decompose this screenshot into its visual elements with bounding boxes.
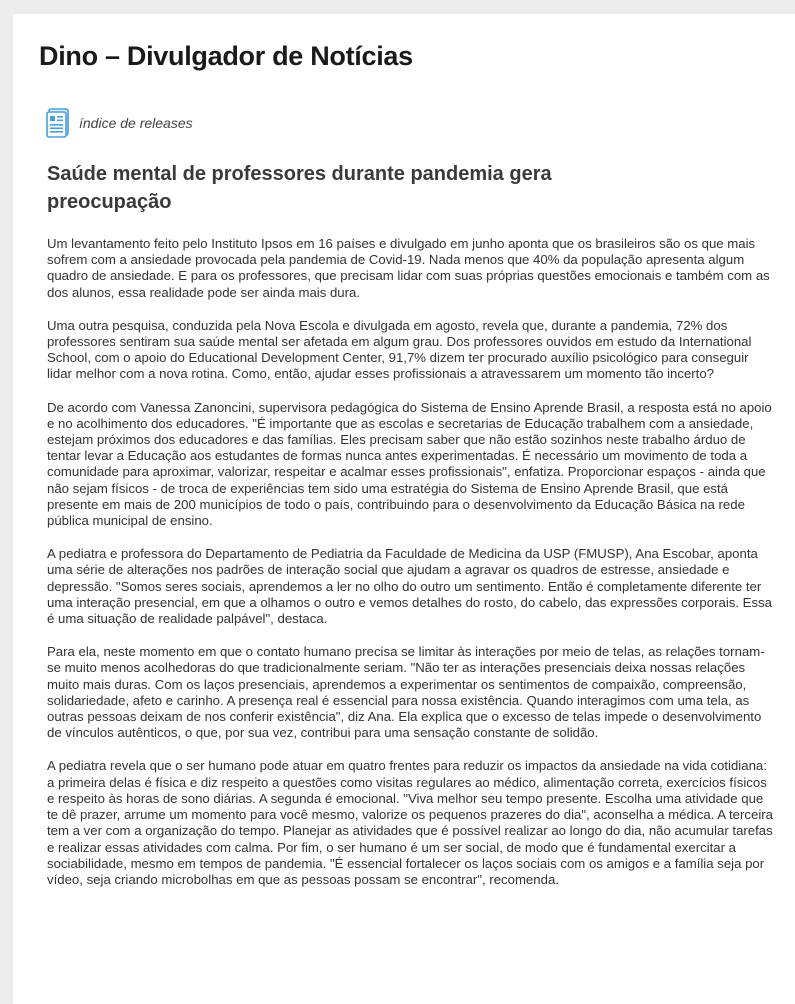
- releases-index-link[interactable]: [46, 108, 193, 138]
- article-paragraph: Uma outra pesquisa, conduzida pela Nova Escola e divulgada em agosto, revela que, durante a pandemia, 72% dos professores sentiram sua saúde mental ser afetada em algum grau. Dos professores ouvidos em estudo da International School, com o apoio do Educational Development Center, 91,7% dizem ter procurado auxílio psicológico para conseguir lidar melhor com a nova rotina. Como, então, ajudar esses profissionais a atravessarem um momento tão incerto?: [47, 317, 752, 382]
- document-list-icon: [46, 108, 70, 138]
- article-paragraph: A pediatra e professora do Departamento de Pediatria da Faculdade de Medicina da USP (FMUSP), Ana Escobar, aponta uma série de alterações nos padrões de interação social que ajudam a agravar os quadros de estresse, ansiedade e depressão. "Somos seres sociais, aprendemos a ler no olho do outro um sentimento. Então é completamente diferente ter uma interação presencial, em que a olhamos o outro e vemos detalhes do rosto, do cabelo, das expressões corporais. Essa é uma situação de realidade palpável", destaca.: [47, 546, 772, 627]
- article-paragraph: A pediatra revela que o ser humano pode atuar em quatro frentes para reduzir os impactos da ansiedade na vida cotidiana: a primeira delas é física e diz respeito a questões como visitas regulares ao médico, alimentação correta, exercícios físicos e respeito às horas de sono diárias. A segunda é emocional. "Viva melhor seu tempo presente. Escolha uma atividade que te dê prazer, arrume um momento para você mesmo, valorize os pequenos prazeres do dia", aconselha a médica. A terceira tem a ver com a organização do tempo. Planejar as atividades que é possível realizar ao longo do dia, não acumular tarefas e realizar essas atividades com calma. Por fim, o ser humano é um ser social, de modo que é fundamental exercitar a sociabilidade, mesmo em tempos de pandemia. "É essencial fortalecer os laços sociais com os amigos e a família seja por vídeo, seja criando microbolhas em que as pessoas possam se encontrar", recomenda.: [47, 758, 773, 887]
- releases-index-label: índice de releases: [79, 115, 193, 131]
- content-card: [13, 14, 795, 1004]
- article-title: Saúde mental de professores durante pandemia gera preocupação: [47, 163, 552, 213]
- article-paragraph: De acordo com Vanessa Zanoncini, supervisora pedagógica do Sistema de Ensino Aprende Brasil, a resposta está no apoio e no acolhimento dos educadores. "É importante que as escolas e secretarias de Educação trabalhem com a ansiedade, estejam próximos dos educadores e das famílias. Eles precisam saber que não estão sozinhos neste trabalho árduo de tentar levar a Educação aos estudantes de formas nunca antes experimentadas. É necessário um movimento de toda a comunidade para aproximar, valorizar, respeitar e acalmar esses profissionais", enfatiza. Proporcionar espaços - ainda que não sejam físicos - de troca de experiências tem sido uma estratégia do Sistema de Ensino Aprende Brasil, que está presente em mais de 200 municípios de todo o país, contribuindo para o desenvolvimento da Educação Básica na rede pública municipal de ensino.: [47, 399, 772, 529]
- article-paragraph: Um levantamento feito pelo Instituto Ipsos em 16 países e divulgado em junho aponta que os brasileiros são os que mais sofrem com a ansiedade provocada pela pandemia de Covid-19. Nada menos que 40% da população apresenta algum quadro de ansiedade. E para os professores, que precisam lidar com suas próprias questões emocionais e também com as dos alunos, essa realidade pode ser ainda mais dura.: [47, 236, 770, 300]
- article-paragraph: Para ela, neste momento em que o contato humano precisa se limitar às interações por meio de telas, as relações tornam-se muito menos acolhedoras do que tradicionalmente seriam. "Não ter as interações presenciais deixa nossas relações muito mais duras. Com os laços presenciais, aprendemos a experimentar os sentimentos de compaixão, compreensão, solidariedade, afeto e carinho. A presença real é essencial para nossa existência. Quando interagimos com uma tela, as outras pessoas deixam de nos conferir existência", diz Ana. Ela explica que o excesso de telas impede o desenvolvimento de vínculos autênticos, o que, por sua vez, contribui para uma sensação constante de solidão.: [47, 644, 765, 741]
- site-title: Dino – Divulgador de Notícias: [39, 41, 413, 71]
- article-body: [47, 236, 777, 905]
